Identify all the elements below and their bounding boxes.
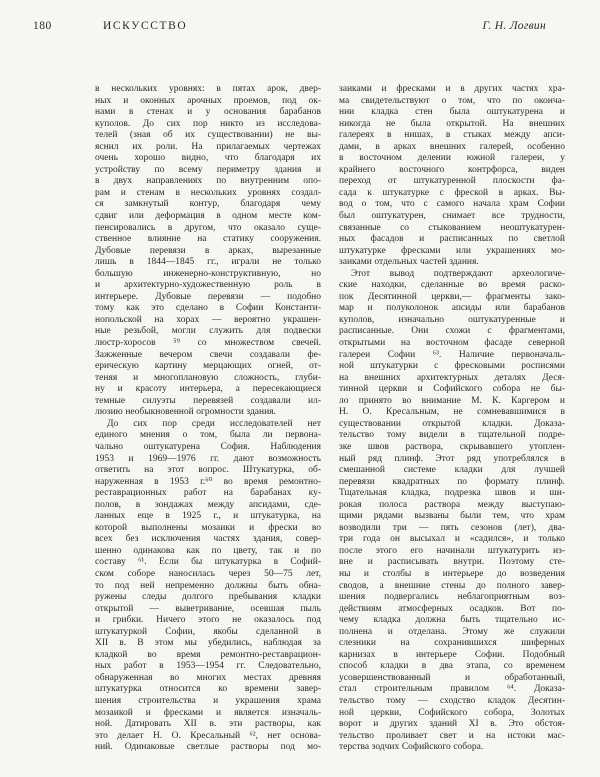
text-line: полнена и отделана. Этому же служили [339,626,565,637]
text-line: тельство проливает свет и на истоки мас- [339,730,565,741]
text-line: мар и полуколонок апсиды или барабанов [339,303,565,314]
text-line: ружены следы долгого пребывания кладки [95,592,321,603]
text-line: пенсировались в другом, что оказало суще- [95,222,321,233]
text-line: ственное влияние на статику сооружения. [95,234,321,245]
text-line: штукатурке фресками или украшениях мо- [339,245,565,256]
text-line: на внешних архитектурных деталях Деся- [339,372,565,383]
text-line: штукатуркой Софии, якобы сделанной в [95,626,321,637]
text-line: способ кладки в два этапа, со временем [339,661,565,672]
text-line: заиками и фресками и в других частях хра- [339,84,565,94]
text-line: обнаруженная во многих местах древняя [95,672,321,683]
text-line: куполов. До сих пор никто из исследова- [95,118,321,129]
text-line: Этот вывод подтверждают археологиче- [351,268,565,279]
text-line: три года он высыхал и «садился», и только [339,534,565,545]
text-line: ных фасадов и расписанных по светлой [339,234,565,245]
text-line: ворот и других зданий XI в. Это обстоя- [339,719,565,730]
text-line: шения подвергались неблагоприятным воз- [339,592,565,603]
text-line: в восточном делении южной галереи, у [339,153,565,164]
text-line: дами, в арках внешних галерей, особенно [339,141,565,152]
text-line: стал строительным правилом ⁶⁴. Доказа- [339,684,565,695]
text-line: ма свидетельствуют о том, что по оконча- [339,95,565,106]
text-line: ной. Датировать XII в. эти растворы, как [95,719,321,730]
text-line: ных работ в 1953—1954 гг. Следовательно, [95,661,321,672]
text-line: открытыми на восточном фасаде северной [339,338,565,349]
text-line: ных и оконных арочных проемов, под ок- [95,95,321,106]
text-line: куполов, изначально оштукатуренные и [339,314,565,325]
left-column [95,84,321,754]
text-line: До сих пор среди исследователей нет [107,418,321,429]
text-line: в нескольких уровнях: в пятах арок, двер- [95,84,321,94]
right-column [339,84,565,754]
text-line: рокая полоса раствора между выступаю- [339,499,565,510]
text-line: интерьере. Дубовые перевязи — подобно [95,291,321,302]
text-line: ний. Одинаковые светлые растворы под мо- [95,742,321,753]
text-line: тому как это сделано в Софии Константи- [95,303,321,314]
text-line: нии кладка стен была оштукатурена и [339,107,565,118]
text-line: открытой — выветривание, осевшая пыль [95,603,321,614]
text-line: пок Десятинной церкви,— фрагменты зако- [339,291,565,302]
text-line: наруженная в 1953 г.⁶⁰ во время ремонтно- [95,476,321,487]
text-line: XII в. В этом мы убедились, наблюдая за [95,638,321,649]
text-line: мозаикой и фресками и является изначаль- [95,707,321,718]
text-line: действиям атмосферных осадков. Вот по- [339,603,565,614]
text-line: тинной церкви и Софийского собора не бы- [339,384,565,395]
text-line: полов, в зондажах между апсидами, сде- [95,499,321,510]
text-line: расписанные. Они схожи с фрагментами, [339,326,565,337]
text-line: ся замкнутый контур, благодаря чему [95,199,321,210]
text-line: чально оштукатурена София. Наблюдения [95,441,321,452]
text-line: перевязи квадратных по формату плинф. [339,476,565,487]
text-line: ны и столбы в интерьере до возведения [339,568,565,579]
text-line: очень хорошо видно, что благодаря их [95,153,321,164]
text-line: реставрационных работ на барабанах ку- [95,488,321,499]
text-line: яснил их роли. На прилагаемых чертежах [95,141,321,152]
text-line: щими рядами вызваны были тем, что храм [339,511,565,522]
text-line: ло принято во внимание М. К. Каргером и [339,395,565,406]
text-line: нопольской на хорах — вероятно украшен- [95,314,321,325]
text-line: в двух направлениях по внутренним опо- [95,176,321,187]
text-line: большую инженерно-конструктивную, но [95,268,321,279]
text-line: единого мнения о том, была ли первона- [95,430,321,441]
text-line: чему кладка должна быть тщательно ис- [339,615,565,626]
text-line: рам и стенам в нескольких уровнях создал- [95,187,321,198]
text-line: составу ⁶¹. Если бы штукатурка в Софий- [95,557,321,568]
text-line: ланных еще в 1925 г., и штукатурка, на [95,511,321,522]
text-line: был оштукатурен, снимает все трудности, [339,211,565,222]
text-line: после этого его начинали штукатурить из- [339,545,565,556]
text-line: шенно одинакова как по цвету, так и по [95,545,321,556]
text-line: то под ней непременно должны быть обна- [95,580,321,591]
text-line: никогда не была открытой. На внешних [339,118,565,129]
text-line: крайнего восточного контрфорса, виден [339,164,565,175]
text-line: шения строительства и украшения храма [95,695,321,706]
text-line: смешанной системе кладки для лучшей [339,465,565,476]
text-line: сдвиг или деформация в одном месте ком- [95,211,321,222]
text-line: телей (зная об их существовании) не вы- [95,130,321,141]
text-line: связанные со стыкованием неоштукатурен- [339,222,565,233]
text-line: зке швов раствора, скрывавшего утоплен- [339,441,565,452]
text-line: ну и красоту интерьера, а пересекающиеся [95,384,321,395]
text-line: ные резьбой, могли служить для подвески [95,326,321,337]
text-line: переход от штукатуренной плоскости фа- [339,176,565,187]
text-line: тельство тому видели в тщательной подре- [339,430,565,441]
text-line: люзию необыкновенной огромности здания. [95,407,276,418]
text-line: галереях в нишах, в стыках между апси- [339,130,565,141]
page-number: 180 [33,20,52,32]
text-line: темные силуэты перевязей создавали ил- [95,395,321,406]
text-line: ответить на этот вопрос. Штукатурка, об- [95,465,321,476]
text-line: и архитектурно-художественную роль в [95,280,321,291]
text-line: всех без исключения частях здания, совер- [95,534,321,545]
text-line: заиками отдельных частей здания. [339,257,479,268]
text-line: ские находки, сделанные во время раско- [339,280,565,291]
text-line: ной штукатурки с фресковыми росписями [339,361,565,372]
text-line: галереи Софии ⁶³. Наличие первоначаль- [339,349,565,360]
text-line: теняя и многоплановую сложность, глуби- [95,372,321,383]
text-line: это делает Н. О. Кресальный ⁶², нет основа- [95,730,321,741]
text-line: лишь в 1844—1845 гг., играли не только [95,257,321,268]
text-line: Н. О. Кресальным, не сомневавшимися в [339,407,565,418]
text-line: люстр-хоросов ⁵⁹ со множеством свечей. [95,338,321,349]
text-line: штукатурка относится ко времени завер- [95,684,321,695]
page-header [0,20,600,36]
author-name: Г. Н. Логвин [482,20,546,32]
text-line: и грибки. Ничего этого не оказалось под [95,615,321,626]
text-line: тельство тому — сходство кладок Десятин- [339,695,565,706]
text-line: Зажженные вечером свечи создавали фе- [95,349,321,360]
text-line: терства зодчих Софийского собора. [339,742,484,753]
text-line: существовании открытой кладки. Доказа- [339,418,565,429]
text-line: усовершенствованный и обработанный, [339,672,565,683]
running-title: ИСКУССТВО [103,20,188,32]
text-line: возводили три — пять сезонов (лет), два- [339,522,565,533]
text-line: 1953 и 1969—1976 гг. дают возможность [95,453,321,464]
text-line: кладкой во время ремонтно-реставрацион- [95,649,321,660]
text-line: сада к штукатурке с фреской в арках. Вы- [339,187,565,198]
text-line: вне и расписывать внутри. Поэтому сте- [339,557,565,568]
text-line: слезники на сохранившихся шиферных [339,638,565,649]
text-line: сводов, а внешние стены до полного завер- [339,580,565,591]
text-line: ском соборе наносилась через 50—75 лет, [95,568,321,579]
text-line: ный ряд плинф. Этот ряд употреблялся в [339,453,565,464]
text-line: устройству по всему периметру здания и [95,164,321,175]
text-line: нами в стенах и у основания барабанов [95,107,321,118]
text-line: которой выполнены мозаики и фрески во [95,522,321,533]
text-line: ерическую картину мерцающих огней, от- [95,361,321,372]
text-line: вод о том, что с самого начала храм Софии [339,199,565,210]
text-line: Дубовые перевязи в арках, вырезанные [95,245,321,256]
text-line: карнизах в интерьере Софии. Подобный [339,649,565,660]
text-line: Тщательная кладка, подрезка швов и ши- [339,488,565,499]
text-line: ной церкви, Софийского собора, Золотых [339,707,565,718]
